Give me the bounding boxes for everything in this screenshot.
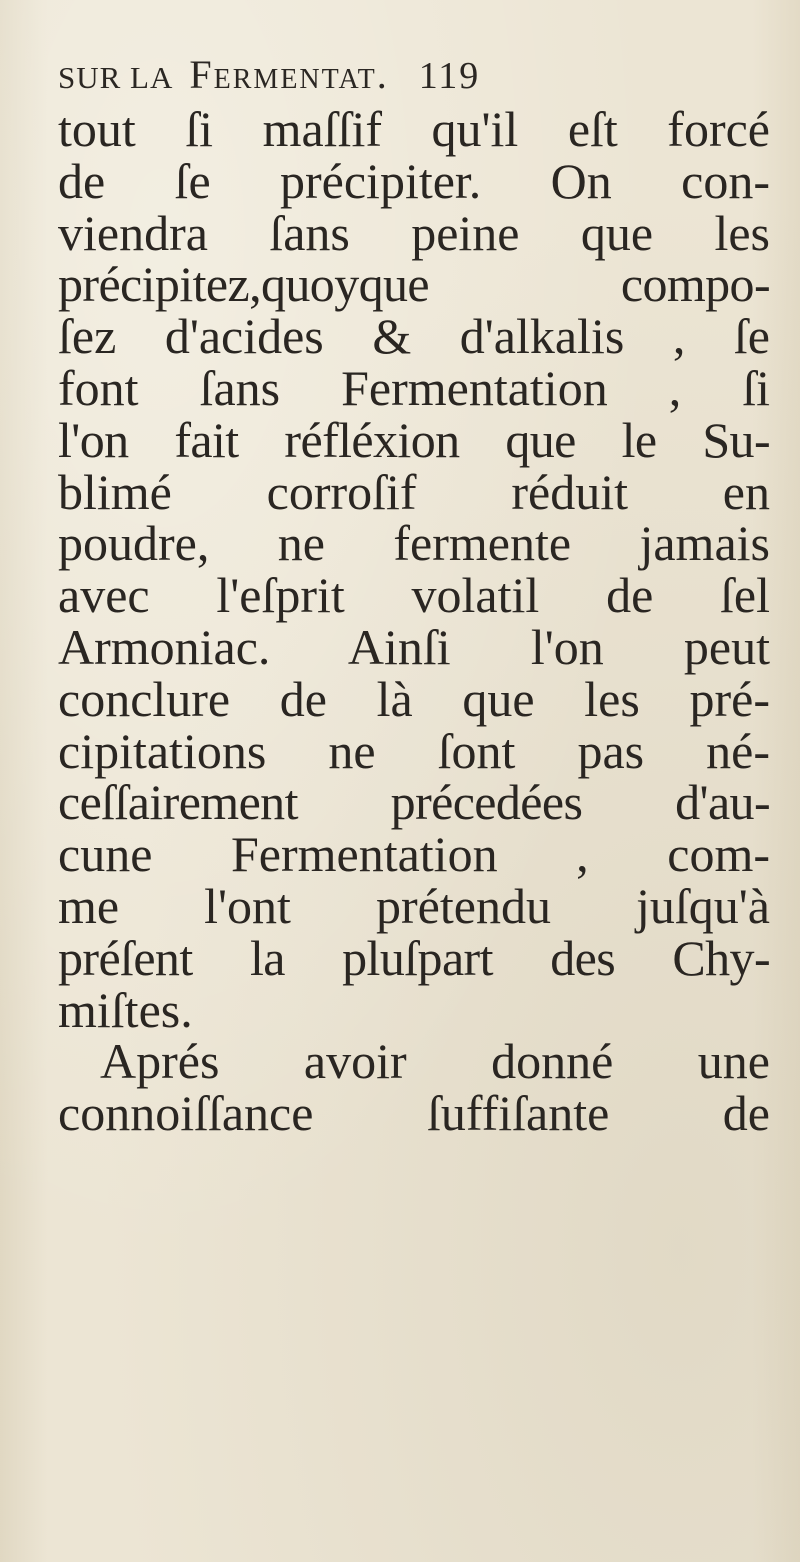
text-line-18: miſtes. [58, 981, 193, 1038]
text-line-2: de ſe précipiter. On con- [58, 152, 770, 209]
text-line-13: cipitations ne ſont pas né- [58, 722, 770, 779]
text-line-11: Armoniac. Ainſi l'on peut [58, 618, 770, 675]
running-head-title: Fermentat. [189, 52, 389, 97]
text-line-4: précipitez,quoyque compo- [58, 256, 770, 313]
page-number: 119 [418, 55, 481, 97]
body-text [58, 101, 770, 1142]
text-line-10: avec l'eſprit volatil de ſel [58, 567, 770, 624]
text-line-19: Aprés avoir donné une [100, 1033, 770, 1090]
text-line-17: préſent la pluſpart des Chy- [58, 929, 770, 986]
text-line-16: me l'ont prétendu juſqu'à [58, 877, 770, 934]
text-line-20: connoiſſance ſuffiſante de [58, 1085, 770, 1142]
text-line-14: ceſſairement précedées d'au- [58, 774, 770, 831]
text-line-5: ſez d'acides & d'alkalis , ſe [58, 308, 770, 365]
text-line-8: blimé corroſif réduit en [58, 463, 770, 520]
text-line-1: tout ſi maſſif qu'il eſt forcé [58, 101, 770, 157]
running-head [58, 50, 758, 100]
text-line-3: viendra ſans peine que les [58, 204, 770, 261]
text-line-12: conclure de là que les pré- [58, 670, 770, 727]
text-line-9: poudre, ne fermente jamais [58, 515, 770, 572]
running-head-prefix: SUR LA [58, 60, 174, 95]
text-line-7: l'on fait réfléxion que le Su- [58, 411, 770, 468]
text-line-6: font ſans Fermentation , ſi [58, 359, 770, 416]
text-line-15: cune Fermentation , com- [58, 826, 770, 883]
